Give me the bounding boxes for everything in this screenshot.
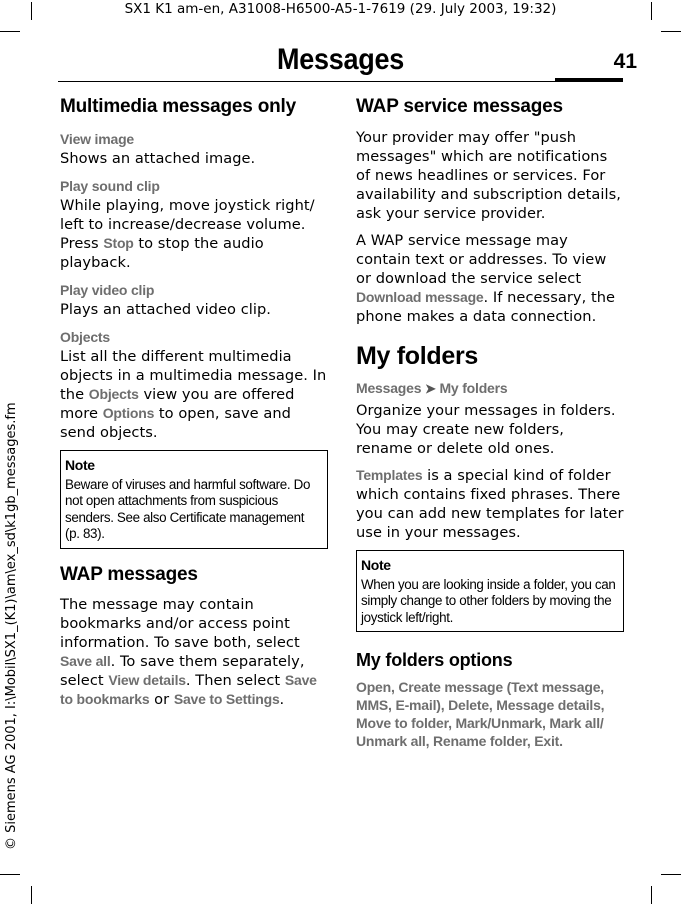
crop-mark <box>31 886 32 904</box>
header-rule-accent <box>555 78 623 82</box>
page-title: Messages <box>277 43 404 76</box>
objects-text: List all the different multimedia objects in a multimedia message. In the Objects view you are offered more Options to open, save and send objects. <box>60 348 327 441</box>
play-sound-label: Play sound clip <box>60 178 160 194</box>
note-text: When you are looking inside a folder, you can simply change to other folders by moving the joystick left/right. <box>361 577 616 625</box>
objects-keyword: Objects <box>88 386 139 402</box>
wap-service-heading: WAP service messages <box>356 96 563 117</box>
my-folders-path: Messages ➤ My folders <box>356 380 508 396</box>
path-arrow-icon: ➤ <box>425 381 436 396</box>
wap-service-text-2: A WAP service message may contain text or addresses. To view or download the service select Download message. If necessary, the phone makes a data connection. <box>356 232 616 325</box>
crop-mark <box>651 886 652 904</box>
crop-mark <box>661 31 681 32</box>
note-box-folders <box>356 550 624 632</box>
crop-mark <box>661 874 681 875</box>
right-column <box>356 95 624 750</box>
my-folders-options-heading: My folders options <box>356 650 513 671</box>
view-image-text: Shows an attached image. <box>60 150 256 167</box>
save-to-settings-keyword: Save to Settings <box>173 690 280 707</box>
options-keyword: Options <box>102 405 155 421</box>
play-video-text: Plays an attached video clip. <box>60 301 271 318</box>
note-title: Note <box>65 457 95 473</box>
play-video-label: Play video clip <box>60 282 155 298</box>
running-head: SX1 K1 am-en, A31008-H6500-A5-1-7619 (29. July 2003, 19:32) <box>124 1 557 17</box>
templates-keyword: Templates <box>356 467 423 483</box>
my-folders-text: Organize your messages in folders. You may create new folders, rename or delete old ones. <box>356 402 616 457</box>
wap-service-text-1: Your provider may offer "push messages" which are notifications of news headlines or services. For availability and subscription details, ask your service provider. <box>356 129 621 222</box>
header-rule <box>58 81 623 82</box>
note-text: Beware of viruses and harmful software. Do not open attachments from suspicious senders. See also Certificate management (p. 83). <box>65 477 311 542</box>
play-sound-text: While playing, move joystick right/ left to increase/decrease volume. Press Stop to stop the audio playback. <box>60 197 315 271</box>
view-image-label: View image <box>60 131 135 147</box>
note-title: Note <box>361 557 391 573</box>
download-message-keyword: Download message <box>356 289 484 305</box>
wap-messages-heading: WAP messages <box>60 563 198 585</box>
left-column <box>60 95 328 709</box>
my-folders-heading: My folders <box>356 342 479 370</box>
objects-label: Objects <box>60 329 110 345</box>
save-to-bookmarks-keyword: Save to bookmarks <box>60 671 317 707</box>
stop-keyword: Stop <box>103 235 134 251</box>
templates-text: Templates is a special kind of folder which contains fixed phrases. There you can add new templates for later use in your messages. <box>356 467 624 541</box>
mms-heading: Multimedia messages only <box>60 96 296 117</box>
copyright-sidebar: © Siemens AG 2001, I:\Mobil\SX1_(K1)\am\ex_sd\k1gb_messages.fm <box>4 402 19 850</box>
view-details-keyword: View details <box>108 671 186 688</box>
my-folders-options-list: Open, Create message (Text message, MMS, E-mail), Delete, Message details, Move to folder, Mark/Unmark, Mark all/ Unmark all, Rename folder, Exit. <box>356 679 605 750</box>
page-number: 41 <box>613 50 637 73</box>
note-box-viruses <box>60 450 328 549</box>
wap-messages-text: The message may contain bookmarks and/or access point information. To save both, select Save all. To save them separately, select View details. Then select Save to bookmarks or Save to Settings. <box>60 595 317 708</box>
save-all-keyword: Save all <box>60 652 111 669</box>
